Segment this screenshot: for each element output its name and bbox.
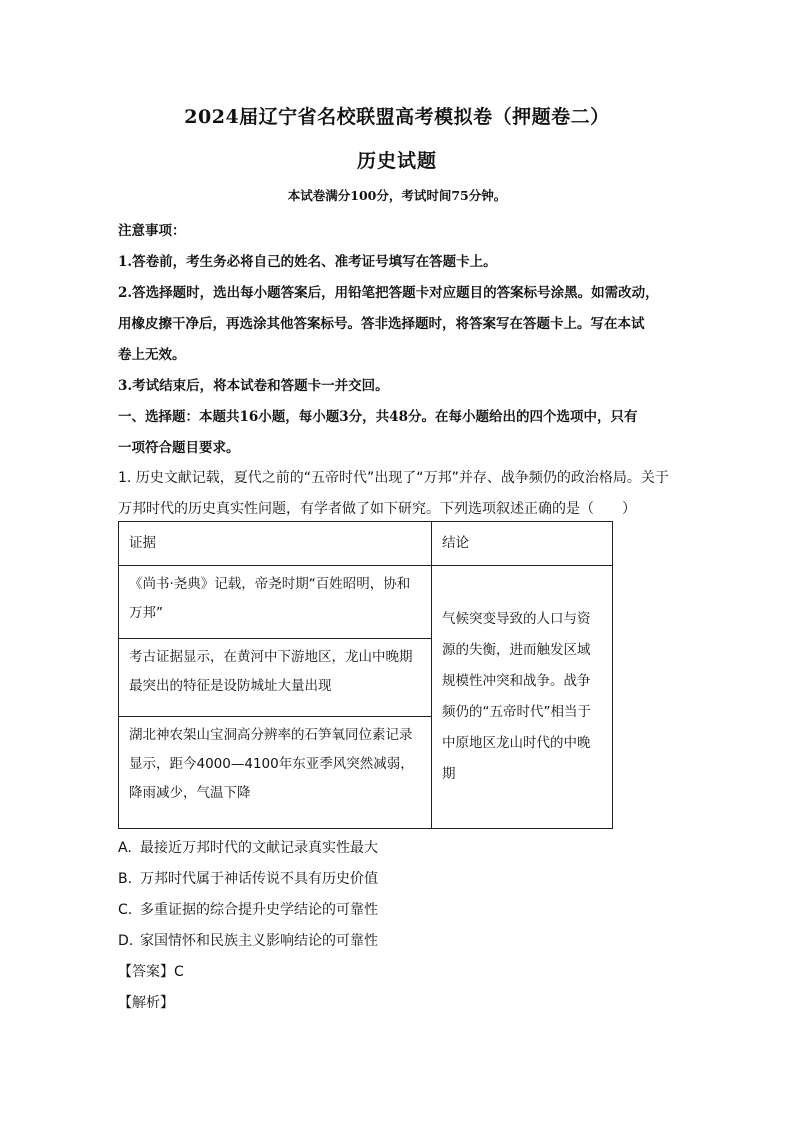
evidence-cell bbox=[119, 566, 432, 639]
conclusion-header: 结论 bbox=[432, 522, 613, 566]
option-label: C. bbox=[118, 902, 133, 918]
option-d[interactable] bbox=[118, 930, 378, 950]
section-heading-cont: 一项符合题目要求。 bbox=[118, 440, 240, 456]
conclusion-text: 源的失衡，进而触发区域 bbox=[442, 642, 591, 658]
question-stem: 1. 历史文献记载，夏代之前的“五帝时代”出现了“万邦”并存、战争频仍的政治格局。关于 bbox=[118, 470, 669, 486]
conclusion-text: 中原地区龙山时代的中晚 bbox=[442, 735, 591, 751]
section-heading: 一、选择题：本题共16小题，每小题3分，共48分。在每小题给出的四个选项中，只有 bbox=[118, 409, 638, 425]
subject-title: 历史试题 bbox=[356, 150, 437, 172]
evidence-table bbox=[118, 521, 613, 829]
option-label: B. bbox=[118, 871, 133, 887]
option-text: 最接近万邦时代的文献记录真实性最大 bbox=[140, 840, 378, 856]
conclusion-text: 气候突变导致的人口与资 bbox=[442, 611, 591, 627]
evidence-cell bbox=[119, 717, 432, 829]
option-b[interactable] bbox=[118, 868, 378, 888]
option-label: A. bbox=[118, 840, 132, 856]
conclusion-text: 频仍的“五帝时代”相当于 bbox=[442, 704, 591, 720]
conclusion-text: 期 bbox=[442, 766, 456, 782]
option-text: 万邦时代属于神话传说不具有历史价值 bbox=[140, 871, 378, 887]
exam-title: 2024届辽宁省名校联盟高考模拟卷（押题卷二） bbox=[184, 106, 610, 128]
note-line: 1.答卷前，考生务必将自己的姓名、准考证号填写在答题卡上。 bbox=[118, 254, 497, 270]
notes-heading: 注意事项： bbox=[118, 223, 186, 239]
option-a[interactable] bbox=[118, 837, 378, 857]
evidence-text: 降雨减少，气温下降 bbox=[129, 785, 251, 801]
conclusion-text: 规模性冲突和战争。战争 bbox=[442, 673, 591, 689]
note-line: 用橡皮擦干净后，再选涂其他答案标号。答非选择题时，将答案写在答题卡上。写在本试 bbox=[118, 316, 645, 332]
evidence-text: 万邦” bbox=[129, 605, 163, 621]
evidence-text: 考古证据显示，在黄河中下游地区，龙山中晚期 bbox=[129, 649, 413, 665]
note-line: 2.答选择题时，选出每小题答案后，用铅笔把答题卡对应题目的答案标号涂黑。如需改动， bbox=[118, 285, 659, 301]
evidence-text: 湖北神农架山宝洞高分辨率的石笋氧同位素记录 bbox=[129, 727, 413, 743]
exam-info: 本试卷满分100分，考试时间75分钟。 bbox=[287, 188, 507, 203]
evidence-text: 显示，距今4000—4100年东亚季风突然减弱， bbox=[129, 756, 414, 772]
question-stem-cont: 万邦时代的历史真实性问题，有学者做了如下研究。下列选项叙述正确的是（ ） bbox=[118, 501, 636, 517]
conclusion-cell bbox=[432, 566, 613, 829]
note-line: 卷上无效。 bbox=[118, 347, 186, 363]
option-text: 多重证据的综合提升史学结论的可靠性 bbox=[140, 902, 378, 918]
answer-label: 【答案】C bbox=[118, 964, 184, 980]
analysis-label: 【解析】 bbox=[118, 995, 174, 1011]
option-text: 家国情怀和民族主义影响结论的可靠性 bbox=[140, 933, 378, 949]
option-label: D. bbox=[118, 933, 134, 949]
evidence-header: 证据 bbox=[119, 522, 432, 566]
evidence-cell bbox=[119, 639, 432, 717]
option-c[interactable] bbox=[118, 899, 378, 919]
evidence-text: 《尚书·尧典》记载，帝尧时期“百姓昭明，协和 bbox=[129, 576, 411, 592]
evidence-text: 最突出的特征是设防城址大量出现 bbox=[129, 678, 332, 694]
note-line: 3.考试结束后，将本试卷和答题卡一并交回。 bbox=[118, 378, 389, 394]
